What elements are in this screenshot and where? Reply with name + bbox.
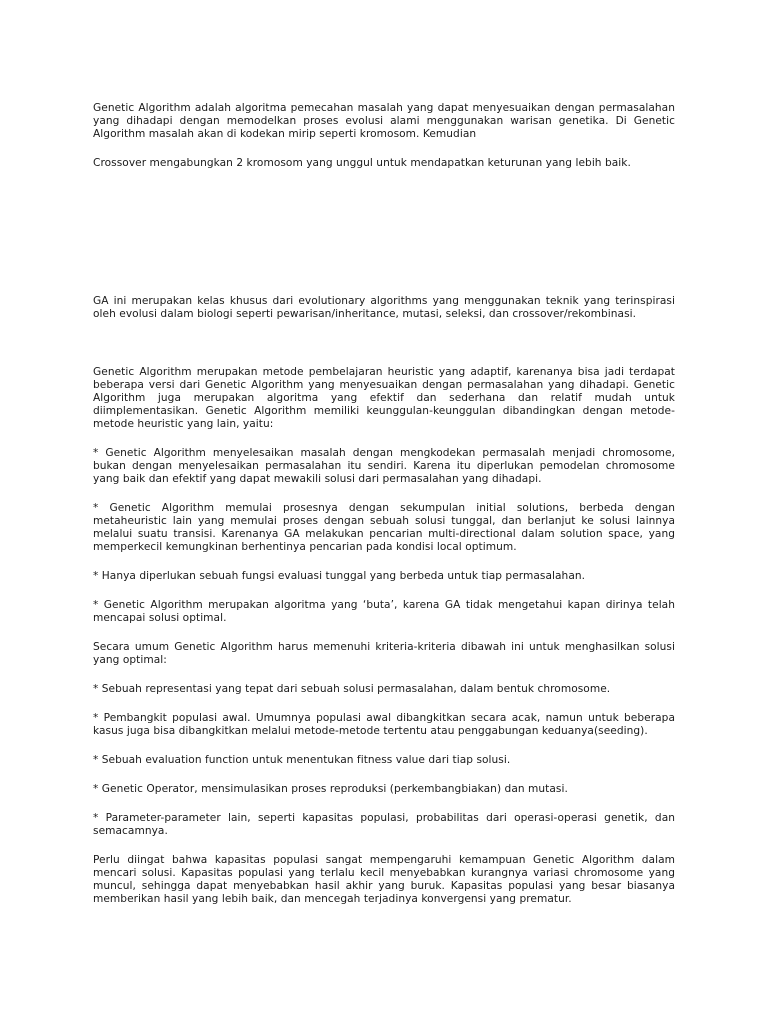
paragraph-criteria-1: * Sebuah representasi yang tepat dari sebuah solusi permasalahan, dalam bentuk chromosome.: [93, 683, 611, 695]
paragraph-criteria-4: * Genetic Operator, mensimulasikan proses reproduksi (perkembangbiakan) dan mutasi.: [93, 783, 568, 795]
paragraph-criteria-intro: Secara umum Genetic Algorithm harus memenuhi kriteria-kriteria dibawah ini untuk menghasilkan solusi yang optimal:: [93, 641, 675, 666]
paragraph-intro: Genetic Algorithm adalah algoritma pemecahan masalah yang dapat menyesuaikan dengan permasalahan yang dihadapi dengan memodelkan proses evolusi alami menggunakan warisan genetika. Di Genetic Algorithm masalah akan di kodekan mirip seperti kromosom. Kemudian: [93, 102, 675, 140]
document-page: [93, 102, 675, 906]
paragraph-crossover: Crossover mengabungkan 2 kromosom yang unggul untuk mendapatkan keturunan yang lebih baik.: [93, 157, 631, 169]
paragraph-heuristic: Genetic Algorithm merupakan metode pembelajaran heuristic yang adaptif, karenanya bisa jadi terdapat beberapa versi dari Genetic Algorithm yang menyesuaikan dengan permasalahan yang dihadapi. Genetic Algorithm juga merupakan algoritma yang efektif dan sederhana dan relatif mudah untuk diimplementasikan. Genetic Algorithm memiliki keunggulan-keunggulan dibandingkan dengan metode-metode heuristic yang lain, yaitu:: [93, 366, 675, 430]
paragraph-criteria-2: * Pembangkit populasi awal. Umumnya populasi awal dibangkitkan secara acak, namun untuk beberapa kasus juga bisa dibangkitkan melalui metode-metode tertentu atau penggabungan keduanya(seeding).: [93, 712, 675, 737]
paragraph-criteria-5: * Parameter-parameter lain, seperti kapasitas populasi, probabilitas dari operasi-operasi genetik, dan semacamnya.: [93, 812, 675, 837]
paragraph-criteria-3: * Sebuah evaluation function untuk menentukan fitness value dari tiap solusi.: [93, 754, 511, 766]
paragraph-advantage-4: * Genetic Algorithm merupakan algoritma yang ‘buta’, karena GA tidak mengetahui kapan dirinya telah mencapai solusi optimal.: [93, 599, 675, 624]
paragraph-advantage-2: * Genetic Algorithm memulai prosesnya dengan sekumpulan initial solutions, berbeda dengan metaheuristic lain yang memulai proses dengan sebuah solusi tunggal, dan berlanjut ke solusi lainnya melalui suatu transisi. Karenanya GA melakukan pencarian multi-directional dalam solution space, yang memperkecil kemungkinan berhentinya pencarian pada kondisi local optimum.: [93, 502, 675, 553]
paragraph-advantage-3: * Hanya diperlukan sebuah fungsi evaluasi tunggal yang berbeda untuk tiap permasalahan.: [93, 570, 586, 582]
paragraph-advantage-1: * Genetic Algorithm menyelesaikan masalah dengan mengkodekan permasalah menjadi chromosome, bukan dengan menyelesaikan permasalahan itu sendiri. Karena itu diperlukan pemodelan chromosome yang baik dan efektif yang dapat mewakili solusi dari permasalahan yang dihadapi.: [93, 447, 675, 485]
paragraph-ga-class: GA ini merupakan kelas khusus dari evolutionary algorithms yang menggunakan teknik yang terinspirasi oleh evolusi dalam biologi seperti pewarisan/inheritance, mutasi, seleksi, dan crossover/rekombinasi.: [93, 295, 675, 320]
paragraph-population: Perlu diingat bahwa kapasitas populasi sangat mempengaruhi kemampuan Genetic Algorithm dalam mencari solusi. Kapasitas populasi yang terlalu kecil menyebabkan kurangnya variasi chromosome yang muncul, sehingga dapat menyebabkan hasil akhir yang buruk. Kapasitas populasi yang besar biasanya memberikan hasil yang lebih baik, dan mencegah terjadinya konvergensi yang prematur.: [93, 854, 675, 905]
